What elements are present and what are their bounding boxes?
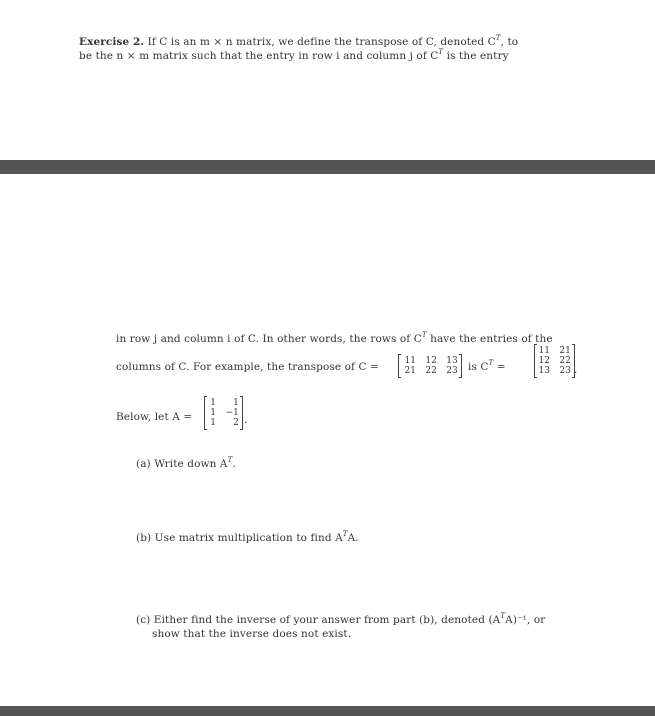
part-a-sup: T xyxy=(227,456,233,464)
matrix-c xyxy=(398,355,462,377)
matrix-c-cell: 12 xyxy=(425,356,437,366)
matrix-c-cell: 23 xyxy=(446,366,458,376)
matrix-c-row xyxy=(402,366,458,376)
exercise-line2-sup: T xyxy=(438,48,444,56)
matrix-ct xyxy=(534,345,578,377)
matrix-a-row xyxy=(208,408,239,418)
matrix-ct-cell: 21 xyxy=(559,346,571,356)
matrix-c-cell: 21 xyxy=(404,366,416,376)
matrix-ct-cell: 11 xyxy=(538,346,550,356)
matrix-ct-cell: 22 xyxy=(559,356,571,366)
exercise-line-1 xyxy=(79,36,518,48)
page-separator-bottom xyxy=(0,706,655,716)
matrix-a-cell: −1 xyxy=(225,408,239,418)
page-top xyxy=(0,0,655,160)
part-b xyxy=(136,532,359,544)
matrix-a xyxy=(204,397,243,429)
part-c-text: (c) Either find the inverse of your answer from part (b), denoted (A xyxy=(136,614,501,626)
matrix-c-cell: 11 xyxy=(404,356,416,366)
exercise-line1-sup: T xyxy=(495,34,501,42)
continuation-line2-mid xyxy=(468,361,506,373)
part-c-sup: T xyxy=(500,612,506,620)
matrix-a-cell: 1 xyxy=(210,408,216,418)
part-a xyxy=(136,458,236,470)
part-c-line-1 xyxy=(136,614,545,626)
page-bottom xyxy=(0,174,655,706)
matrix-c-cell: 22 xyxy=(425,366,437,376)
continuation-line1-sup: T xyxy=(421,331,427,339)
exercise-line2-end: is the entry xyxy=(443,50,509,62)
part-c-end: A)⁻¹, or xyxy=(505,614,546,626)
exercise-line1-end: , to xyxy=(500,36,519,48)
period: . xyxy=(574,364,578,376)
part-b-text: (b) Use matrix multiplication to find A xyxy=(136,532,343,544)
matrix-a-row xyxy=(208,418,239,428)
continuation-line1-text: in row j and column i of C. In other words, the rows of C xyxy=(116,333,422,345)
matrix-ct-row xyxy=(538,366,571,376)
exercise-line2-text: be the n × m matrix such that the entry in row i and column j of C xyxy=(79,50,439,62)
continuation-line2-start: columns of C. For example, the transpose of C = xyxy=(116,361,379,373)
part-a-text: (a) Write down A xyxy=(136,458,228,470)
matrix-a-row xyxy=(208,398,239,408)
period-a: . xyxy=(244,414,248,426)
page-separator xyxy=(0,160,655,174)
matrix-a-cell: 1 xyxy=(210,418,216,428)
below-let-a: Below, let A = xyxy=(116,411,193,423)
exercise-line-2 xyxy=(79,50,509,62)
is-ct-eq: = xyxy=(493,361,506,373)
part-a-end: . xyxy=(232,458,236,470)
part-b-sup: T xyxy=(342,530,348,538)
continuation-line-1 xyxy=(116,333,553,345)
part-c-line-2: show that the inverse does not exist. xyxy=(152,628,352,640)
matrix-a-cell: 1 xyxy=(210,398,216,408)
part-b-end: A. xyxy=(347,532,359,544)
is-ct-text: is C xyxy=(468,361,489,373)
matrix-ct-cell: 12 xyxy=(538,356,550,366)
is-ct-sup: T xyxy=(488,359,494,367)
matrix-ct-row xyxy=(538,346,571,356)
matrix-a-cell: 2 xyxy=(233,418,239,428)
matrix-ct-cell: 13 xyxy=(538,366,550,376)
exercise-label: Exercise 2. xyxy=(79,36,145,48)
continuation-line1-end: have the entries of the xyxy=(426,333,553,345)
exercise-line1-text: If C is an m × n matrix, we define the transpose of C, denoted C xyxy=(147,36,496,48)
matrix-c-cell: 13 xyxy=(446,356,458,366)
matrix-c-row xyxy=(402,356,458,366)
matrix-ct-row xyxy=(538,356,571,366)
matrix-ct-cell: 23 xyxy=(559,366,571,376)
matrix-a-cell: 1 xyxy=(233,398,239,408)
